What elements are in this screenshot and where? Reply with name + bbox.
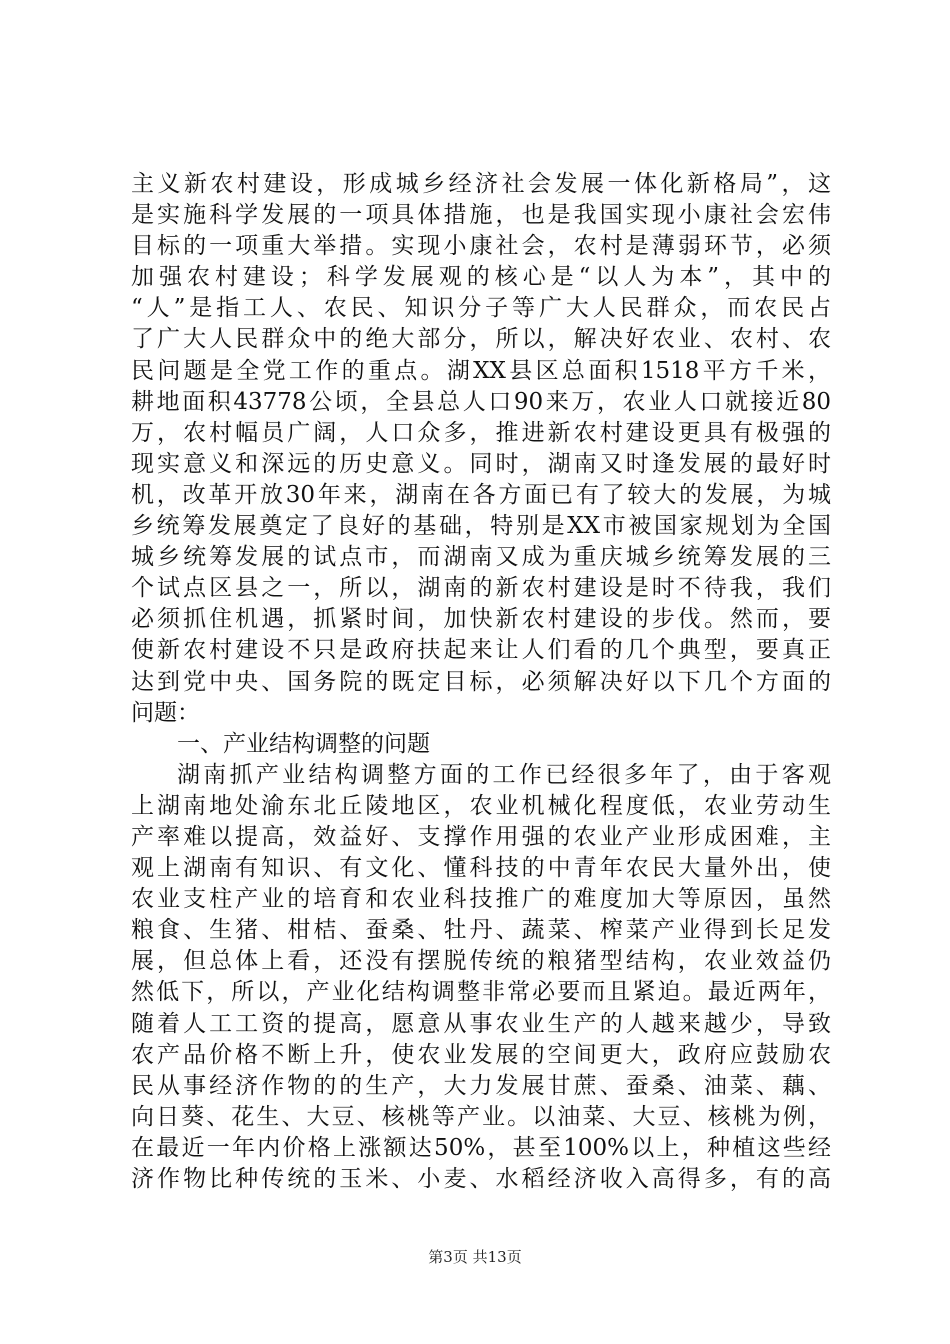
text-line: 是实施科学发展的一项具体措施，也是我国实现小康社会宏伟: [131, 202, 831, 229]
text-line: 民问题是全党工作的重点。湖XX县区总面积1518平方千米，: [131, 357, 831, 384]
text-line: 乡统筹发展奠定了良好的基础，特别是XX市被国家规划为全国: [131, 513, 831, 540]
text-line: 粮食、生猪、柑桔、蚕桑、牡丹、蔬菜、榨菜产业得到长足发: [131, 917, 831, 944]
text-line: 耕地面积43778公顷，全县总人口90来万，农业人口就接近80: [131, 388, 831, 415]
text-line: 随着人工工资的提高，愿意从事农业生产的人越来越少，导致: [131, 1010, 831, 1037]
text-line: 产率难以提高，效益好、支撑作用强的农业产业形成困难，主: [131, 823, 831, 850]
section-heading: 一、产业结构调整的问题: [177, 730, 430, 757]
text-line: 目标的一项重大举措。实现小康社会，农村是薄弱环节，必须: [131, 233, 831, 260]
text-line: 上湖南地处渝东北丘陵地区，农业机械化程度低，农业劳动生: [131, 792, 831, 819]
text-line: 农业支柱产业的培育和农业科技推广的难度加大等原因，虽然: [131, 886, 831, 913]
text-line: 城乡统筹发展的试点市，而湖南又成为重庆城乡统筹发展的三: [131, 544, 831, 571]
text-line: 现实意义和深远的历史意义。同时，湖南又时逢发展的最好时: [131, 450, 831, 477]
text-line: 在最近一年内价格上涨额达50%，甚至100%以上，种植这些经: [131, 1134, 831, 1161]
text-line: 使新农村建设不只是政府扶起来让人们看的几个典型，要真正: [131, 637, 831, 664]
body-text: [131, 169, 831, 1195]
text-line: “人”是指工人、农民、知识分子等广大人民群众，而农民占: [131, 295, 831, 322]
text-line: 济作物比种传统的玉米、小麦、水稻经济收入高得多，有的高: [131, 1166, 831, 1192]
text-line: 观上湖南有知识、有文化、懂科技的中青年农民大量外出，使: [131, 855, 831, 882]
paragraph-first-line: 湖南抓产业结构调整方面的工作已经很多年了，由于客观: [177, 761, 831, 788]
text-line: 民从事经济作物的的生产，大力发展甘蔗、蚕桑、油菜、藕、: [131, 1072, 831, 1099]
text-line: 展，但总体上看，还没有摆脱传统的粮猪型结构，农业效益仍: [131, 948, 831, 975]
text-line: 主义新农村建设，形成城乡经济社会发展一体化新格局”，这: [131, 171, 831, 197]
text-line: 向日葵、花生、大豆、核桃等产业。以油菜、大豆、核桃为例，: [131, 1103, 831, 1130]
text-line: 加强农村建设；科学发展观的核心是“以人为本”，其中的: [131, 264, 831, 291]
text-line: 问题：: [131, 699, 200, 726]
text-line: 然低下，所以，产业化结构调整非常必要而且紧迫。最近两年，: [131, 979, 831, 1006]
text-line: 农产品价格不断上升，使农业发展的空间更大，政府应鼓励农: [131, 1041, 831, 1068]
text-line: 了广大人民群众中的绝大部分，所以，解决好农业、农村、农: [131, 326, 831, 353]
text-line: 达到党中央、国务院的既定目标，必须解决好以下几个方面的: [131, 668, 831, 695]
page-number-footer: 第3页 共13页: [428, 1248, 522, 1266]
text-line: 机，改革开放30年来，湖南在各方面已有了较大的发展，为城: [131, 481, 831, 508]
text-line: 个试点区县之一，所以，湖南的新农村建设是时不待我，我们: [131, 575, 831, 602]
text-line: 必须抓住机遇，抓紧时间，加快新农村建设的步伐。然而，要: [131, 606, 831, 633]
text-line: 万，农村幅员广阔，人口众多，推进新农村建设更具有极强的: [131, 419, 831, 446]
